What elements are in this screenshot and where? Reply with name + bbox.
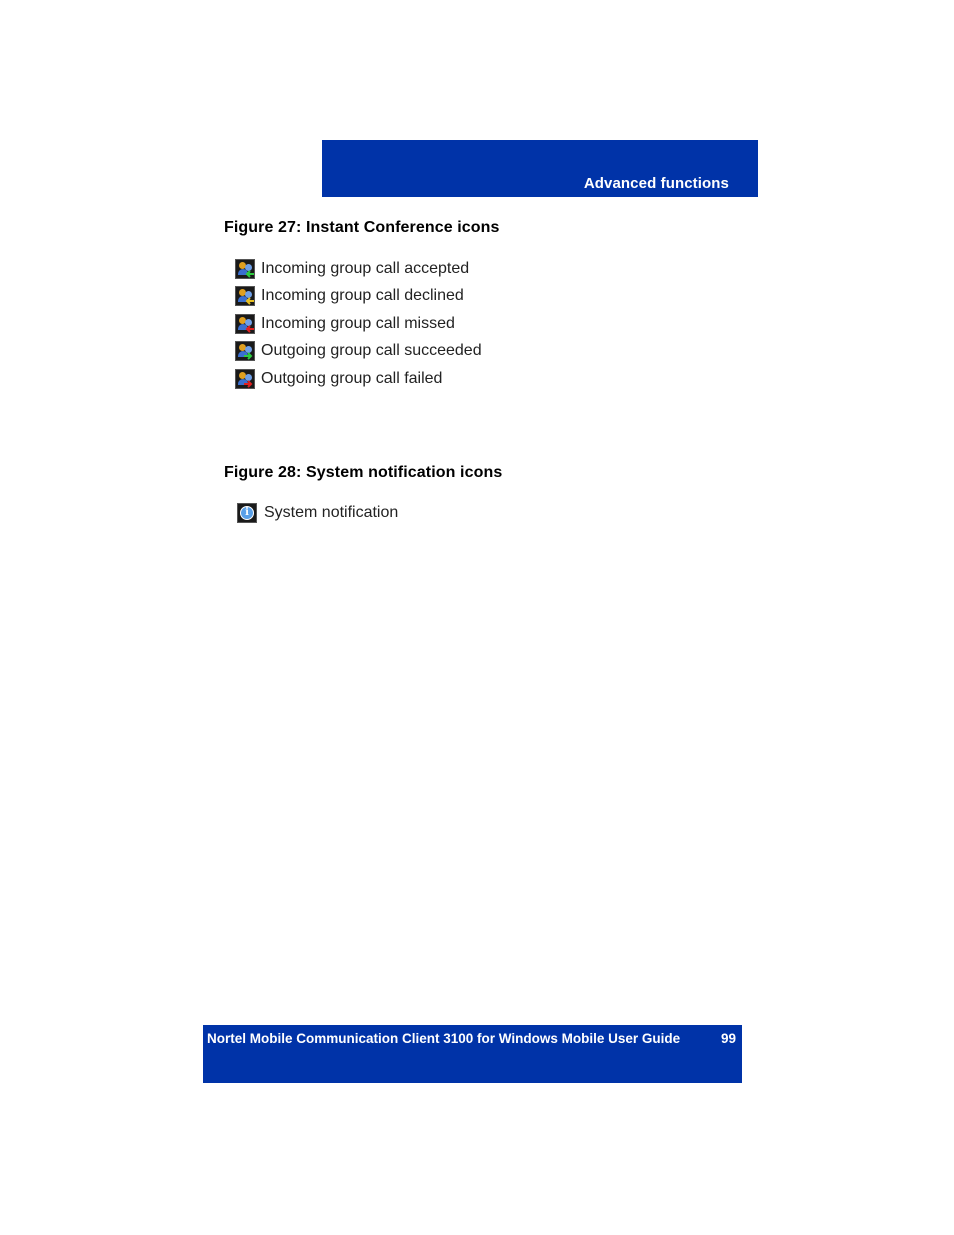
- header-band: [322, 140, 758, 197]
- icon-label: Outgoing group call succeeded: [261, 342, 482, 360]
- guide-title: Nortel Mobile Communication Client 3100 for Windows Mobile User Guide: [207, 1031, 681, 1046]
- instant-conference-icon-list: [235, 255, 482, 393]
- figure-28-caption: Figure 28: System notification icons: [224, 464, 503, 481]
- list-item: [235, 283, 482, 311]
- list-item: [235, 310, 482, 338]
- icon-label: System notification: [264, 504, 399, 521]
- list-item: [235, 255, 482, 283]
- footer-band: [203, 1025, 742, 1083]
- section-title: Advanced functions: [583, 175, 729, 192]
- list-item: [237, 500, 398, 526]
- incoming-group-call-missed-icon: [235, 314, 255, 334]
- figure-27-caption: Figure 27: Instant Conference icons: [224, 219, 500, 236]
- incoming-group-call-declined-icon: [235, 286, 255, 306]
- list-item: [235, 365, 482, 393]
- icon-label: Incoming group call declined: [261, 287, 464, 305]
- icon-label: Incoming group call missed: [261, 314, 455, 332]
- outgoing-group-call-failed-icon: [235, 369, 255, 389]
- icon-label: Outgoing group call failed: [261, 369, 443, 387]
- outgoing-group-call-succeeded-icon: [235, 341, 255, 361]
- icon-label: Incoming group call accepted: [261, 259, 470, 277]
- list-item: [235, 338, 482, 366]
- incoming-group-call-accepted-icon: [235, 259, 255, 279]
- info-icon: i: [237, 503, 257, 523]
- page-number: 99: [720, 1031, 736, 1046]
- system-notification-icon-list: [237, 500, 398, 526]
